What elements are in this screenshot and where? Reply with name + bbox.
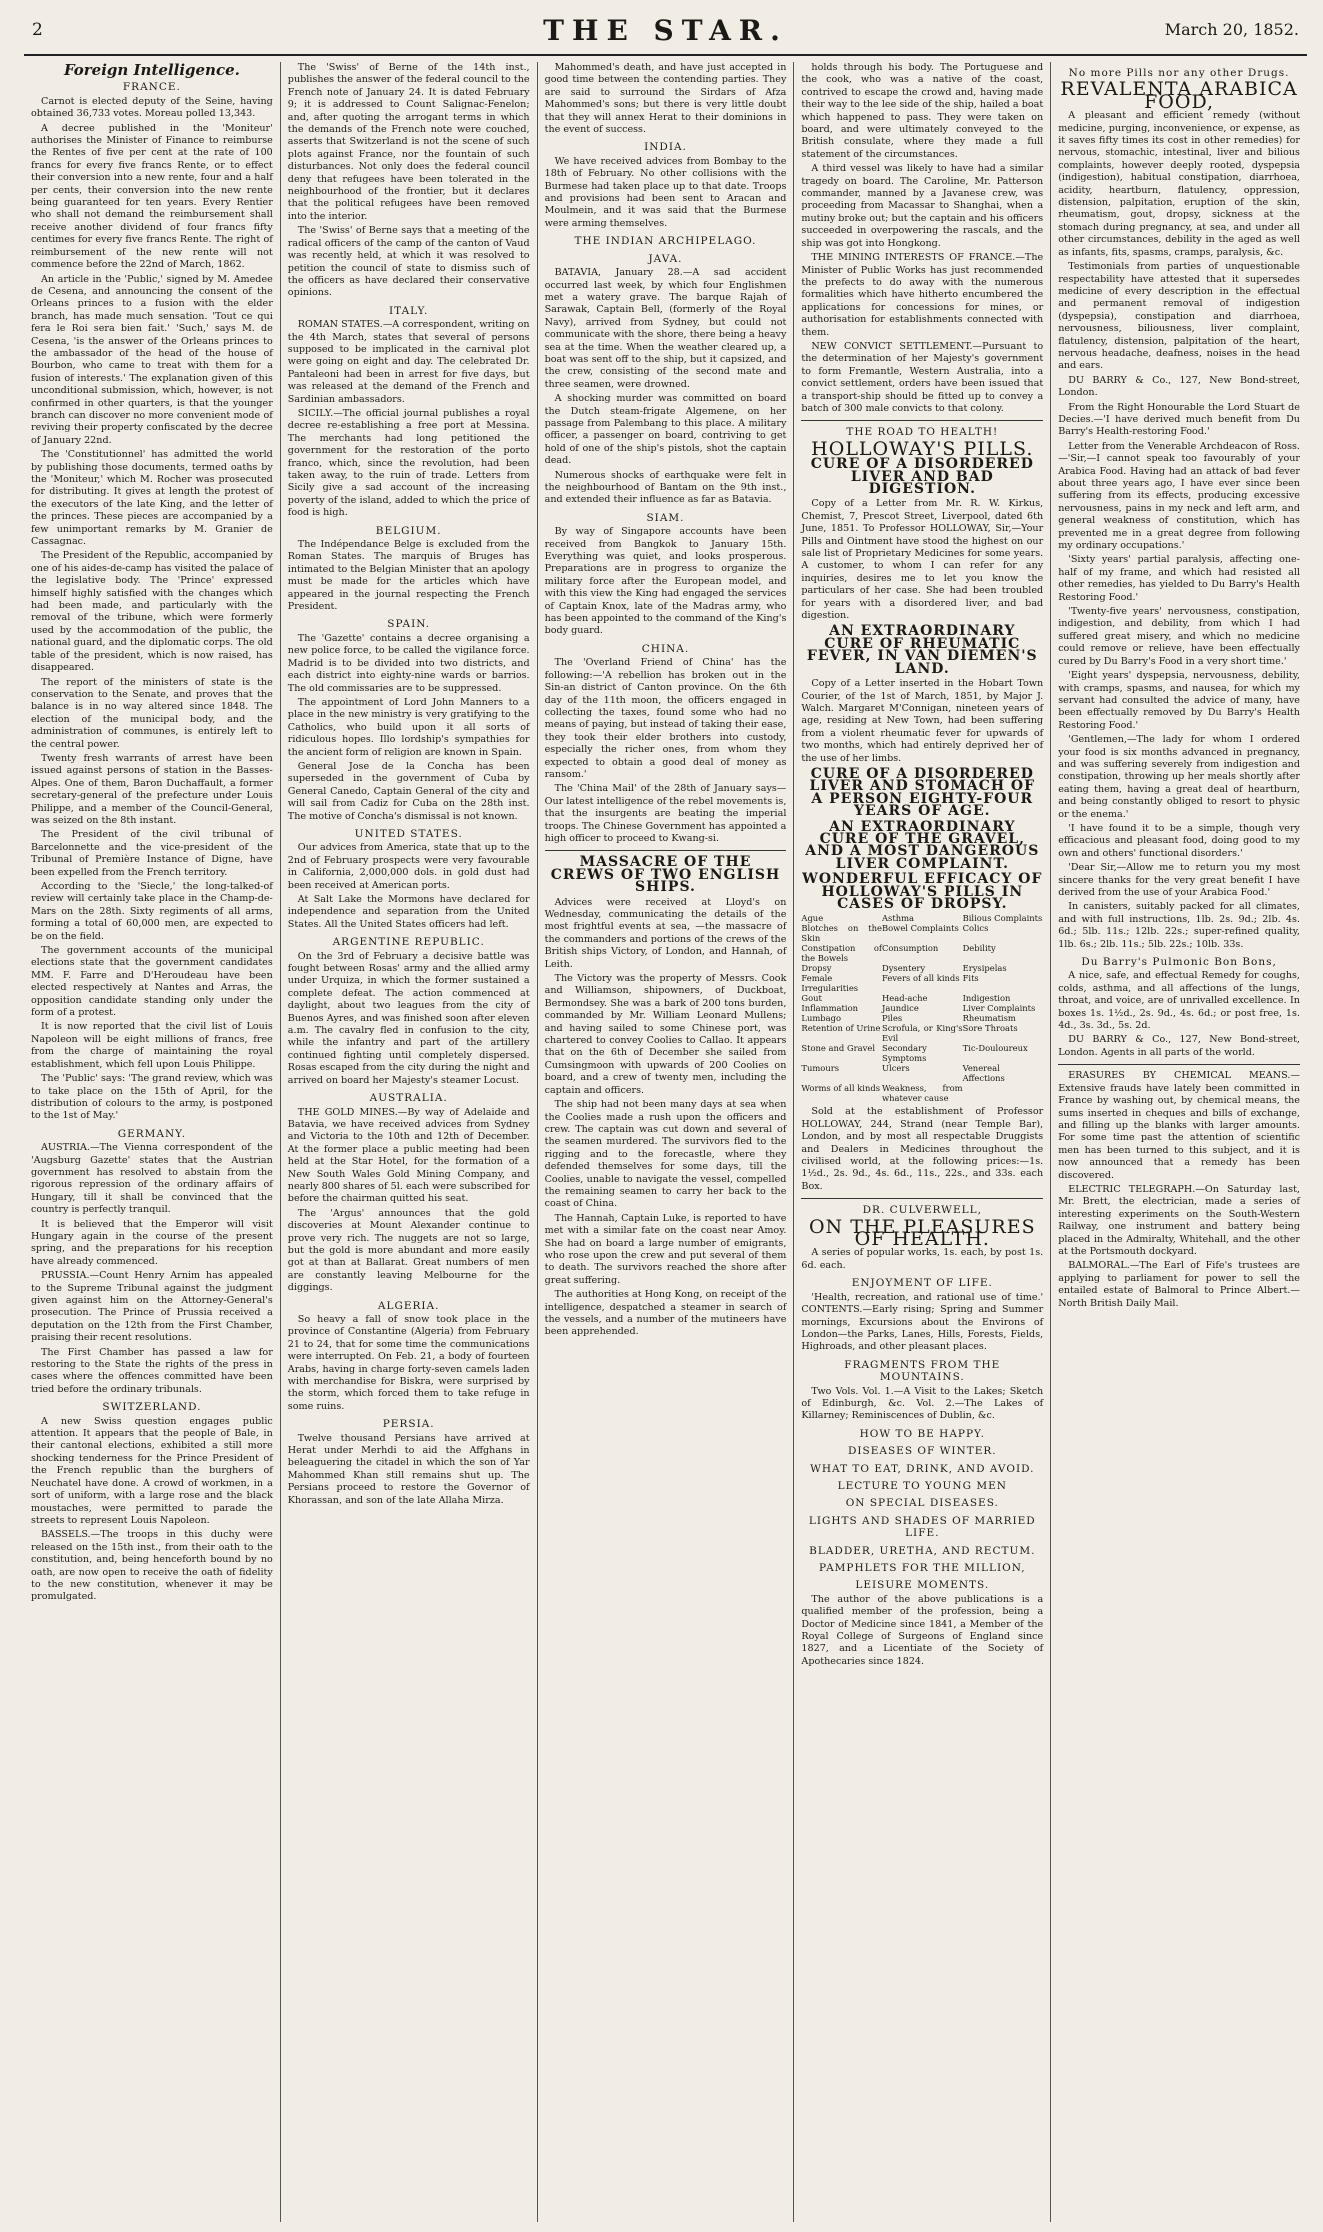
article-headline: CURE OF A DISORDERED LIVER AND STOMACH OF A PERSON EIGHTY-FOUR YEARS OF AGE.: [809, 765, 1036, 820]
article-paragraph: A third vessel was likely to have had a similar tragedy on board. The Caroline, Mr. Patterson commander, manned by a Javanese crew, was proceeding from Macassar to Shanghai, when a mutiny broke out; but the captain and his officers succeeded in overpowering the rascals, and the ship was got into Hongkong.: [801, 163, 1044, 249]
article-paragraph: On the 3rd of February a decisive battle was fought between Rosas' army and the allied army under Urquiza, in which the former sustained a complete defeat. The action commenced at daylight, about two leagues from the city of Buenos Ayres, and was finished soon after eleven a.m. The cavalry fled in confusion to the city, while the infantry and part of the artillery continued fighting until completely dispersed. Rosas escaped from the city during the night and arrived on board her Majesty's steamer Locust.: [287, 950, 530, 1086]
article-paragraph: The First Chamber has passed a law for restoring to the State the rights of the press in cases where the offences committed have been tried before the ordinary tribunals.: [31, 1346, 273, 1395]
disease-item: Rheumatism: [962, 1013, 1016, 1024]
article-paragraph: AUSTRIA.—The Vienna correspondent of the 'Augsburg Gazette' states that the Austrian government has resolved to abstain from the rigorous repression of the ordinary affairs of Hungary, till it shall be convinced that the country is perfectly tranquil.: [31, 1142, 273, 1216]
article-paragraph: The appointment of Lord John Manners to a place in the new ministry is very gratifying to the Catholics, who build upon it all sorts of ridiculous hopes. Illo lordship's sympathies for the ancient form of religion are known in Spain.: [287, 696, 530, 758]
section-heading: GERMANY.: [117, 1127, 187, 1140]
disease-item: Retention of Urine: [801, 1023, 881, 1034]
article-paragraph: The author of the above publications is a qualified member of the profession, being a Doctor of Medicine since 1841, a Member of the Royal College of Surgeons of England since 1827, and a Licentiate of the Society of Apothecaries since 1824.: [801, 1593, 1044, 1667]
section-heading: FRAGMENTS FROM THE MOUNTAINS.: [844, 1358, 1001, 1384]
article-paragraph: 'Sixty years' partial paralysis, affecting one-half of my frame, and which had resisted all other remedies, has yielded to Du Barry's Health Restoring Food.': [1058, 554, 1300, 603]
advert-headline: REVALENTA ARABICA FOOD,: [1060, 78, 1298, 113]
article-paragraph: We have received advices from Bombay to the 18th of February. No other collisions with the Burmese had taken place up to that date. Troops and provisions had been sent to Aracan and Moulmein, and it was said that the Burmese were arming themselves.: [544, 155, 787, 229]
article-paragraph: By way of Singapore accounts have been received from Bangkok to January 15th. Everything was quiet, and looks prosperous. Preparations are in progress to organize the military force after the European model, and with this view the King had engaged the services of Captain Knox, late of the Madras army, who has been appointed to the command of the King's body guard.: [544, 526, 787, 637]
article-paragraph: The 'Argus' announces that the gold discoveries at Mount Alexander continue to prove very rich. The nuggets are not so large, but the gold is more abundant and more easily got at than at Ballarat. Great numbers of men are constantly leaving Melbourne for the diggings.: [287, 1207, 530, 1294]
issue-date: March 20, 1852.: [1164, 20, 1299, 39]
section-heading: SIAM.: [646, 511, 685, 524]
disease-item: Dysentery: [881, 963, 926, 974]
article-paragraph: Sold at the establishment of Professor HOLLOWAY, 244, Strand (near Temple Bar), London, and by most all respectable Druggists and Dealers in Medicines throughout the civilised world, at the following prices:—1s. 1½d., 2s. 9d., 4s. 6d., 11s., 22s., and 33s. each Box.: [801, 1106, 1044, 1192]
article-paragraph: Letter from the Venerable Archdeacon of Ross.—'Sir,—I cannot speak too favourably of your Arabica Food. Having had an attack of bad fever about three years ago, I have ever since been suffering from its effects, producing excessive nervousness, pains in my neck and left arm, and general weakness of constitution, which has prevented me in a great degree from following my ordinary occupations.': [1058, 440, 1300, 552]
article-paragraph: The ship had not been many days at sea when the Coolies made a rush upon the officers and crew. The captain was cut down and several of the seamen murdered. The survivors fled to the rigging and to the forecastle, where they defended themselves for some days, till the Coolies, unable to navigate the vessel, compelled the remaining seamen to carry her back to the coast of China.: [544, 1099, 787, 1210]
article-paragraph: The Hannah, Captain Luke, is reported to have met with a similar fate on the coast near Amoy. She had on board a large number of emigrants, who rose upon the crew and put several of them to death. The survivors reached the shore after great suffering.: [544, 1212, 787, 1286]
disease-item: Constipation of the Bowels: [801, 943, 882, 964]
article-paragraph: The report of the ministers of state is the conservation to the Senate, and proves that the balance is in no way altered since 1848. The election of the municipal body, and the administration of communes, is entirely left to the central power.: [31, 676, 273, 750]
column-rule: [545, 850, 787, 851]
article-paragraph: BASSELS.—The troops in this duchy were released on the 15th inst., from their oath to the constitution, and, being henceforth bound by no oath, are now open to receive the oath of fidelity to the new constitution, whenever it may be promulgated.: [31, 1529, 273, 1603]
masthead: [24, 14, 1307, 56]
section-heading: ON SPECIAL DISEASES.: [845, 1497, 999, 1510]
section-heading: BELGIUM.: [375, 524, 442, 537]
article-paragraph: The 'Swiss' of Berne of the 14th inst., publishes the answer of the federal council to the French note of January 24. It is dated February 9; it is addressed to Count Salignac-Fenelon; and, after quoting the arrogant terms in which the demands of the French note were couched, asserts that Switzerland is not the scene of such plots against France, nor the fountain of such disturbances. Not only does the federal council deny that refugees have been tolerated in the neighbourhood of the frontier, but it declares that the political refugees have been removed into the interior.: [287, 62, 530, 222]
section-heading: PAMPHLETS FOR THE MILLION,: [818, 1562, 1026, 1574]
section-heading: LIGHTS AND SHADES OF MARRIED LIFE.: [808, 1514, 1036, 1540]
article-paragraph: It is believed that the Emperor will visit Hungary again in the course of the present spring, and the preparations for his reception have already commenced.: [31, 1218, 273, 1267]
disease-item: Fevers of all kinds: [881, 973, 960, 984]
disease-item: Colics: [962, 923, 989, 934]
article-headline: MASSACRE OF THE CREWS OF TWO ENGLISH SHIPS.: [550, 854, 781, 896]
section-heading: HOW TO BE HAPPY.: [859, 1427, 985, 1440]
disease-list: [801, 913, 1043, 1103]
page-number: 2: [32, 20, 43, 40]
disease-item: Gout: [801, 993, 822, 1004]
section-heading: No more Pills nor any other Drugs.: [1068, 67, 1290, 79]
section-heading: JAVA.: [648, 252, 683, 265]
column-3: [538, 62, 795, 2222]
disease-item: Blotches on the Skin: [801, 923, 882, 944]
article-paragraph: Copy of a Letter from Mr. R. W. Kirkus, Chemist, 7, Prescot Street, Liverpool, dated 6th June, 1851. To Professor HOLLOWAY, Sir,—Your Pills and Ointment have stood the highest on our sale list of Proprietary Medicines for some years. A customer, to whom I can refer for any inquiries, desires me to let you know the particulars of her case. She had been troubled for years with a disordered liver, and bad digestion.: [801, 498, 1044, 622]
disease-item: Bilious Complaints: [962, 913, 1043, 924]
disease-item: Jaundice: [881, 1003, 919, 1014]
section-heading: THE INDIAN ARCHIPELAGO.: [574, 235, 757, 248]
article-paragraph: A nice, safe, and effectual Remedy for coughs, colds, asthma, and all affections of the lungs, throat, and voice, are of unrivalled excellence. In boxes 1s. 1½d., 2s. 9d., 4s. 6d.; or post free, 1s. 4d., 3s. 3d., 5s. 2d.: [1058, 970, 1300, 1032]
disease-item: Erysipelas: [962, 963, 1007, 974]
article-paragraph: 'Twenty-five years' nervousness, constipation, indigestion, and debility, from which I had suffered great misery, and which no medicine could remove or relieve, have been effectually cured by Du Barry's Food in a very short time.': [1058, 606, 1300, 667]
disease-item: Indigestion: [962, 993, 1011, 1004]
article-paragraph: Copy of a Letter inserted in the Hobart Town Courier, of the 1st of March, 1851, by Major J. Walch. Margaret M'Connigan, nineteen years of age, residing at New Town, had been suffering from a violent rheumatic fever for upwards of two months, which had entirely deprived her of the use of her limbs.: [801, 678, 1044, 764]
article-paragraph: Twelve thousand Persians have arrived at Herat under Merhdi to aid the Affghans in beleaguering the citadel in which the son of Yar Mahommed Khan still remains shut up. The Persians proceed to restore the Governor of Khorassan, and son of the late Allaha Mirza.: [287, 1432, 530, 1506]
disease-item: Scrofula, or King's Evil: [881, 1023, 963, 1044]
article-paragraph: The 'Public' says: 'The grand review, which was to take place on the 15th of April, for the distribution of colours to the army, is postponed to the 1st of May.': [31, 1073, 273, 1122]
disease-item: Fits: [962, 973, 979, 984]
disease-item: Tumours: [801, 1063, 840, 1074]
article-paragraph: BATAVIA, January 28.—A sad accident occurred last week, by which four Englishmen met a watery grave. The barque Rajah of Sarawak, Captain Bell, (formerly of the Royal Navy), arrived from Sydney, but could not communicate with the shore, there being a heavy sea at the time. When the weather cleared up, a boat was sent off to the ship, but it capsized, and the crew, consisting of the second mate and three seamen, were drowned.: [544, 267, 787, 390]
section-heading: SPAIN.: [387, 618, 431, 631]
column-4: [794, 62, 1051, 2222]
article-paragraph: 'Gentlemen,—The lady for whom I ordered your food is six months advanced in pregnancy, and was suffering severely from indigestion and constipation, throwing up her meals shortly after eating them, having a great deal of heartburn, and being constantly obliged to resort to physic or the enema.': [1058, 734, 1300, 820]
disease-item: Secondary Symptoms: [881, 1043, 927, 1064]
article-paragraph: ELECTRIC TELEGRAPH.—On Saturday last, Mr. Brett, the electrician, made a series of interesting experiments on the South-Western Railway, one instrument and battery being placed in the Admiralty, Whitehall, and the other at the Portsmouth dockyard.: [1058, 1183, 1300, 1257]
article-paragraph: A new Swiss question engages public attention. It appears that the people of Bale, in their cantonal elections, exhibited a still more shocking tenderness for the Prince President of the French republic than the burghers of Neuchatel have done. A crowd of workmen, in a sort of uniform, with a large rose and the black moustaches, were permitted to parade the streets to represent Louis Napoleon.: [31, 1415, 273, 1526]
article-paragraph: The President of the civil tribunal of Barcelonnette and the vice-president of the Tribunal of Première Instance of Digne, have been expelled from the French territory.: [31, 829, 273, 878]
article-paragraph: The government accounts of the municipal elections state that the government candidates MM. F. Farre and D'Heroudeau have been elected respectively at Nantes and Arras, the opposition candidate standing only under the form of a protest.: [31, 945, 273, 1019]
section-heading: FRANCE.: [122, 81, 181, 94]
disease-item: Stone and Gravel: [801, 1043, 876, 1054]
section-heading: LEISURE MOMENTS.: [855, 1579, 990, 1592]
article-paragraph: 'Dear Sir,—Allow me to return you my most sincere thanks for the very great benefit I have derived from the use of your Arabica Food.': [1058, 862, 1300, 898]
disease-item: Weakness, from whatever cause: [881, 1083, 963, 1104]
disease-item: Venereal Affections: [962, 1063, 1005, 1084]
article-headline: AN EXTRAORDINARY CURE OF THE GRAVEL, AND A MOST DANGEROUS LIVER COMPLAINT.: [805, 818, 1040, 872]
article-paragraph: ROMAN STATES.—A correspondent, writing on the 4th March, states that several of persons supposed to be implicated in the carnival plot were going on eight and day. The celebrated Dr. Pantaleoni had been in arrest for five days, but was released at the demand of the French and Sardinian ambassadors.: [287, 319, 530, 405]
article-paragraph: At Salt Lake the Mormons have declared for independence and separation from the United States. All the United States officers had left.: [287, 894, 530, 930]
section-heading: ALGERIA.: [377, 1299, 440, 1312]
article-paragraph: 'Health, recreation, and rational use of time.' CONTENTS.—Early rising; Spring and Summer mornings, Excursions about the Environs of London—the Parks, Lanes, Hills, Forests, Fields, Highroads, and other pleasant places.: [801, 1291, 1044, 1353]
article-paragraph: Carnot is elected deputy of the Seine, having obtained 36,733 votes. Moreau polled 13,343.: [31, 95, 273, 120]
article-paragraph: Mahommed's death, and have just accepted in good time between the contending parties. They are said to surround the Sirdars of Afza Mahommed's sons; but there is very little doubt that they will annex Herat to their dominions in the event of success.: [544, 62, 787, 136]
disease-item: Head-ache: [881, 993, 928, 1004]
column-rule: [801, 1198, 1043, 1199]
column-2: [281, 62, 538, 2222]
section-heading: LECTURE TO YOUNG MEN: [837, 1479, 1007, 1492]
advert-headline: ON THE PLEASURES OF HEALTH.: [808, 1215, 1036, 1251]
article-paragraph: The 'Gazette' contains a decree organising a new police force, to be called the vigilance force. Madrid is to be divided into two districts, and each district into eighty-nine wards or barrios. The old commissaries are to be suppressed.: [287, 632, 530, 694]
section-heading: CHINA.: [641, 642, 690, 655]
section-heading: PERSIA.: [382, 1418, 435, 1431]
article-paragraph: PRUSSIA.—Count Henry Arnim has appealed to the Supreme Tribunal against the judgment given against him on the Attorney-General's prosecution. The Prince of Prussia received a deputation on the 12th from the First Chamber, praising their recent resolutions.: [31, 1270, 273, 1344]
section-heading: SWITZERLAND.: [102, 1401, 202, 1414]
columns: [24, 62, 1307, 2222]
article-paragraph: Our advices from America, state that up to the 2nd of February prospects were very favourable in California, 2,000,000 dols. in gold dust had been received at American ports.: [287, 842, 530, 891]
article-paragraph: THE GOLD MINES.—By way of Adelaide and Batavia, we have received advices from Sydney and Victoria to the 10th and 12th of December. At the former place a public meeting had been held at the Star Hotel, for the formation of a New South Wales Gold Mining Company, and nearly 800 shares of 5l. each were subscribed for before the chairman quitted his seat.: [287, 1106, 530, 1205]
article-paragraph: ERASURES BY CHEMICAL MEANS.—Extensive frauds have lately been committed in France by washing out, by chemical means, the sums inserted in cheques and bills of exchange, and filling up the blanks with larger amounts. For some time past the attention of scientific men has been turned to this subject, and it is now announced that a remedy has been discovered.: [1058, 1070, 1300, 1181]
column-rule: [801, 420, 1043, 421]
disease-item: Debility: [962, 943, 996, 954]
section-heading: ITALY.: [389, 304, 429, 317]
article-paragraph: BALMORAL.—The Earl of Fife's trustees are applying to parliament for power to sell the entailed estate of Balmoral to Prince Albert.—North British Daily Mail.: [1058, 1260, 1300, 1309]
article-headline: AN EXTRAORDINARY CURE OF RHEUMATIC FEVER, IN VAN DIEMEN'S LAND.: [806, 623, 1038, 677]
article-paragraph: The Victory was the property of Messrs. Cook and Williamson, shipowners, of Duckboat, Bermondsey. She was a bark of 200 tons burden, commanded by Mr. William Leonard Mullens; and having sailed to some Chinese port, was chartered to convey Coolies to Callao. It appears that on the 6th of December she sailed from Cumsingmoon with upwards of 200 Coolies on board, and a crew of twenty men, including the captain and officers.: [544, 973, 787, 1096]
article-paragraph: It is now reported that the civil list of Louis Napoleon will be eight millions of francs, free from the charge of maintaining the royal establishment, which fell upon Louis Philippe.: [31, 1021, 273, 1070]
advert-headline: HOLLOWAY'S PILLS.: [811, 437, 1034, 460]
article-paragraph: Two Vols. Vol. 1.—A Visit to the Lakes; Sketch of Edinburgh, &c. Vol. 2.—The Lakes of Killarney; Reminiscences of Dublin, &c.: [801, 1385, 1044, 1422]
article-paragraph: A series of popular works, 1s. each, by post 1s. 6d. each.: [801, 1247, 1044, 1271]
disease-item: Piles: [881, 1013, 903, 1024]
article-paragraph: The authorities at Hong Kong, on receipt of the intelligence, despatched a steamer in search of the vessels, and a number of the mutineers have been apprehended.: [544, 1289, 787, 1338]
article-paragraph: SICILY.—The official journal publishes a royal decree re-establishing a free port at Messina. The merchants had long petitioned the government for the restoration of the porto franco, which, since the revolution, had been taken away, to the ruin of trade. Letters from Sicily give a sad account of the increasing poverty of the island, added to which the price of food is high.: [287, 407, 530, 519]
section-title: Foreign Intelligence.: [63, 62, 240, 79]
article-paragraph: Twenty fresh warrants of arrest have been issued against persons of station in the Basses-Alpes. One of them, Baron Duchaffault, a former secretary-general of the prefecture under Louis Philippe, and a member of the Council-General, was seized on the 8th instant.: [31, 752, 273, 826]
article-paragraph: An article in the 'Public,' signed by M. Amedee de Cesena, and announcing the consent of the Orleans princes to a fusion with the elder branch, has made much sensation. 'Tout ce qui fera le Roi sera bien fait.' 'Such,' says M. de Cesena, 'is the answer of the Orleans princes to the ambassador of the head of the house of Bourbon, who came to treat with them for a fusion of interests.' The explanation given of this unconditional submission, which, however, is not confirmed in other quarters, is that the younger branch can discover no more convenient mode of reviving their property confiscated by the decree of January 22nd.: [31, 273, 273, 446]
newspaper-title: THE STAR.: [543, 14, 788, 47]
article-paragraph: THE MINING INTERESTS OF FRANCE.—The Minister of Public Works has just recommended the prefects to do away with the numerous formalities which have hitherto encumbered the applications for concessions for mines, or authorisation for establishments connected with them.: [801, 252, 1044, 338]
section-heading: AUSTRALIA.: [369, 1092, 448, 1105]
article-paragraph: DU BARRY & Co., 127, New Bond-street, London.: [1058, 374, 1300, 399]
section-heading: WHAT TO EAT, DRINK, AND AVOID.: [810, 1462, 1035, 1475]
disease-item: Consumption: [881, 943, 939, 954]
disease-item: Worms of all kinds: [801, 1083, 880, 1094]
section-heading: ENJOYMENT OF LIFE.: [851, 1277, 993, 1290]
article-paragraph: In canisters, suitably packed for all climates, and with full instructions, 1lb. 2s. 9d.; 2lb. 4s. 6d.; 5lb. 11s.; 12lb. 22s.; super-refined quality, 1lb. 6s.; 2lb. 11s.; 5lb. 22s.; 10lb. 33s.: [1058, 901, 1300, 950]
article-paragraph: A decree published in the 'Moniteur' authorises the Minister of Finance to reimburse the Rentes of five per cent at the rate of 100 francs for every five francs Rente, or to effect their conversion into a new rente, four and a half per cents, their conversion into the new rente being guaranteed for ten years. Every Rentier who shall not demand the reimbursement shall receive another dividend of four francs fifty centimes for every five francs Rente. The right of reimbursement of the new rente will not commence before the 22nd of March, 1862.: [31, 122, 273, 271]
section-heading: DR. CULVERWELL,: [862, 1204, 982, 1217]
disease-item: Inflammation: [801, 1003, 859, 1014]
article-paragraph: According to the 'Siecle,' the long-talked-of review will certainly take place in the Champ-de-Mars on the 28th. Sixty regiments of all arms, forming a total of 60,000 men, are expected to be on the field.: [31, 881, 273, 942]
article-paragraph: So heavy a fall of snow took place in the province of Constantine (Algeria) from February 21 to 24, that for some time the communications were interrupted. On Feb. 21, a body of fourteen Arabs, having in charge forty-seven camels laden with merchandise for Biskra, were surprised by the storm, which forced them to take refuge in some ruins.: [287, 1314, 530, 1412]
section-heading: BLADDER, URETHA, AND RECTUM.: [809, 1544, 1036, 1557]
section-heading: THE ROAD TO HEALTH!: [846, 426, 999, 439]
section-heading: UNITED STATES.: [354, 827, 463, 840]
article-paragraph: The 'Overland Friend of China' has the following:—'A rebellion has broken out in the Sin-an district of Canton province. On the 6th day of the 11th moon, the officers engaged in collecting the taxes, found some who had no means of paying, but instead of taking their ease, they took their elder brothers into custody, especially the richer ones, from whom they expected to obtain a good deal of money as ransom.': [544, 657, 787, 780]
section-heading: INDIA.: [644, 141, 687, 154]
section-heading: Du Barry's Pulmonic Bon Bons,: [1081, 956, 1277, 969]
article-paragraph: A shocking murder was committed on board the Dutch steam-frigate Algemene, on her passage from Palembang to this place. A military officer, a passenger on board, contriving to get hold of one of the ship's pistols, shot the captain dead.: [544, 393, 787, 467]
article-paragraph: 'I have found it to be a simple, though very efficacious and pleasant food, doing good to my own and others' functional disorders.': [1058, 822, 1300, 859]
disease-item: Ulcers: [881, 1063, 910, 1074]
disease-item: Dropsy: [801, 963, 832, 974]
disease-item: Bowel Complaints: [881, 923, 959, 934]
disease-item: Female Irregularities: [801, 973, 859, 994]
article-paragraph: The President of the Republic, accompanied by one of his aides-de-camp has visited the palace of the legislative body. The 'Prince' expressed himself highly satisfied with the changes which had been made, and particularly with the removal of the tribune, which were formerly used by the accommodation of the public, the national guard, and the diplomatic corps. The old table of the president, which is now raised, has disappeared.: [31, 550, 273, 674]
article-paragraph: General Jose de la Concha has been superseded in the government of Cuba by General Canedo, Captain General of the city and will sail from Cadiz for Cuba on the 28th inst. The motive of Concha's dismissal is not known.: [287, 760, 530, 822]
article-paragraph: The 'Swiss' of Berne says that a meeting of the radical officers of the camp of the canton of Vaud was recently held, at which it was resolved to petition the council of state to dismiss such of the officers as have declared their conservative opinions.: [287, 225, 530, 299]
article-paragraph: Testimonials from parties of unquestionable respectability have attested that it supersedes medicine of every description in the effectual and permanent removal of indigestion (dyspepsia), constipation and diarrhoea, nervousness, biliousness, liver complaint, flatulency, distension, palpitation of the heart, nervous headache, deafness, noises in the head and ears.: [1058, 261, 1300, 372]
disease-item: Ague: [801, 913, 824, 924]
disease-item: Sore Throats: [962, 1023, 1018, 1034]
column-5: [1051, 62, 1307, 2222]
disease-item: Tic-Douloureux: [962, 1043, 1028, 1054]
article-paragraph: NEW CONVICT SETTLEMENT.—Pursuant to the determination of her Majesty's government to form Fremantle, Western Australia, into a convict settlement, orders have been issued that a transport-ship should be fitted up to convey a batch of 300 male convicts to that colony.: [801, 340, 1044, 414]
article-paragraph: The 'Constitutionnel' has admitted the world by publishing those documents, termed oaths by the 'Moniteur,' which M. Rocher was prosecuted for distributing. It gives at length the protest of the executors of the late King, and the letter of the princes. These pieces are accompanied by a few unimportant remarks by M. Granier de Cassagnac.: [31, 449, 273, 548]
disease-item: Liver Complaints: [962, 1003, 1036, 1014]
section-heading: DISEASES OF WINTER.: [847, 1445, 997, 1458]
article-paragraph: The Indépendance Belge is excluded from the Roman States. The marquis of Bruges has intimated to the Belgian Minister that an apology must be made for the articles which have appeared in the journal respecting the French President.: [287, 539, 530, 613]
article-paragraph: 'Eight years' dyspepsia, nervousness, debility, with cramps, spasms, and nausea, for which my servant had consulted the advice of many, have been effectually removed by Du Barry's Health Restoring Food.': [1058, 670, 1300, 731]
article-paragraph: DU BARRY & Co., 127, New Bond-street, London. Agents in all parts of the world.: [1058, 1034, 1300, 1058]
section-heading: ARGENTINE REPUBLIC.: [332, 936, 485, 949]
article-paragraph: The 'China Mail' of the 28th of January says—Our latest intelligence of the rebel movements is, that the insurgents are beating the imperial troops. The Chinese Government has appointed a high officer to proceed to Kwang-si.: [544, 783, 787, 844]
article-paragraph: A pleasant and efficient remedy (without medicine, purging, inconvenience, or expense, as it saves fifty times its cost in other remedies) for nervous, stomachic, intestinal, liver and bilious complaints, however deeply rooted, dyspepsia (indigestion), habitual constipation, diarrhoea, acidity, heartburn, flatulency, oppression, distension, palpitation, eruption of the skin, rheumatism, gout, dropsy, sickness at the stomach during pregnancy, at sea, and under all other circumstances, debility in the aged as well as infants, fits, spasms, cramps, paralysis, &c.: [1058, 110, 1300, 258]
disease-item: Lumbago: [801, 1013, 842, 1024]
article-paragraph: holds through his body. The Portuguese and the cook, who was a native of the coast, contrived to escape the crowd and, having made their way to the lee side of the ship, hailed a boat which happened to pass. They were taken on board, and were ultimately conveyed to the British consulate, where they made a full statement of the circumstances.: [801, 62, 1044, 160]
disease-item: Asthma: [881, 913, 915, 924]
column-1: [24, 62, 281, 2222]
article-paragraph: Advices were received at Lloyd's on Wednesday, communicating the details of the most frightful events at sea, —the massacre of the commanders and portions of the crews of the British ships Victory, of London, and Hannah, of Leith.: [544, 896, 787, 970]
column-rule: [1058, 1064, 1300, 1065]
article-paragraph: From the Right Honourable the Lord Stuart de Decies.—'I have derived much benefit from Du Barry's Health-restoring Food.': [1058, 401, 1300, 438]
article-headline: WONDERFUL EFFICACY OF HOLLOWAY'S PILLS IN CASES OF DROPSY.: [802, 871, 1043, 912]
article-paragraph: Numerous shocks of earthquake were felt in the neighbourhood of Bantam on the 9th inst., and extended their influence as far as Batavia.: [544, 469, 787, 506]
article-headline: CURE OF A DISORDERED LIVER AND BAD DIGESTION.: [810, 456, 1034, 497]
